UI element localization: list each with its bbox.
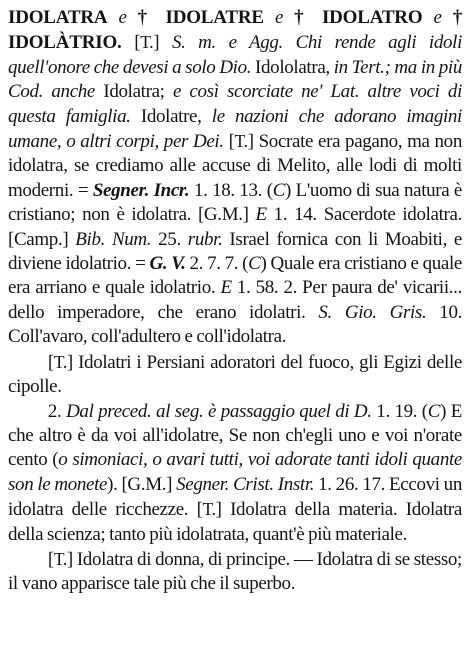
source-tag-t: T.	[234, 131, 248, 152]
example-text: ) E che altro è da voi all'idolatre, Se non ch'egli uno e voi n'orate cento (	[8, 400, 462, 471]
example-text: 10. Coll'avaro, coll'adultero e coll'idolatra.	[8, 301, 462, 348]
example-text: Israel fornica con li Moabiti, e diviene idolatrio. =	[8, 228, 462, 275]
conjunction: e	[263, 7, 295, 28]
example-text: ) Quale era cristiano e quale era arriano e quale idolatrio.	[8, 253, 462, 299]
entry-paragraph-main	[8, 6, 462, 350]
entry-paragraph-sense-2	[8, 400, 462, 547]
citation-author: Segner. Crist. Instr.	[176, 473, 315, 495]
conjunction: e	[422, 7, 453, 28]
citation-author: S. Gio. Gris.	[318, 301, 427, 323]
definition-text: Dal preced. al seg. è passaggio quel di D.	[66, 400, 372, 422]
bracket-open: [	[121, 32, 141, 54]
citation-rubr: rubr.	[187, 228, 223, 250]
example-text: ) L'uomo di sua natura è cristiano; non è idolatra. [G.M.]	[8, 179, 463, 226]
citation-ref: 1. 18. 13. (	[189, 179, 273, 201]
conjunction: e	[107, 7, 138, 28]
form-idololatra: Idololatra,	[251, 56, 334, 78]
entry-paragraph-donna	[8, 547, 462, 597]
citation-e: E	[220, 277, 232, 299]
citation-author: Segner. Incr.	[92, 179, 190, 201]
example-text: ] Idolatra di donna, di principe. — Idolatra di se stesso; il vano apparisce tale più che il superbo.	[8, 548, 462, 595]
example-text: ] Socrate era pagano, ma non idolatra, se crediamo alle accuse di Melito, alle lodi di molti moderni. =	[8, 131, 462, 201]
definition-text: S. m. e Agg. Chi rende agli idoli quell'onore che devesi a solo Dio.	[8, 32, 462, 78]
bracket-close: ]	[153, 32, 172, 54]
citation-ref: 25.	[151, 228, 188, 250]
example-text: 1. 14. Sacerdote idolatra. [Camp.]	[8, 204, 462, 250]
source-tag-t: T.	[202, 499, 216, 520]
source-tag-t: T.	[53, 548, 67, 569]
example-text: 1. 26. 17. Eccovi un idolatra delle ricchezze. [	[8, 473, 462, 521]
bracket-open: [	[47, 548, 54, 570]
example-text: ). [G.M.]	[107, 473, 177, 495]
example-text: ] Idolatri i Persiani adoratori del fuoco, gli Egizi delle cipolle.	[8, 351, 462, 398]
citation-author: Bib. Num.	[75, 228, 152, 250]
citation-c: C	[248, 253, 261, 275]
example-text: ] Idolatra della materia. Idolatra della scienza; tanto più idolatrata, quant'è più materiale.	[8, 499, 462, 545]
citation-ref: 1. 19. (	[371, 400, 428, 422]
note-text: e così scorciate ne' Lat. altre voci di questa famiglia.	[8, 81, 463, 127]
citation-e: E	[255, 204, 267, 226]
headword-idolatre: † IDOLATRE	[137, 7, 264, 28]
source-tag-t: T.	[53, 351, 67, 372]
source-tag-t: T.	[140, 32, 154, 53]
form-idolatre: Idolatre,	[130, 105, 212, 127]
note-text: in Tert.; ma in più Cod. anche	[8, 56, 463, 103]
citation-c: C	[272, 179, 286, 201]
citation-c: C	[427, 400, 441, 422]
headword-idolatra: IDOLATRA	[8, 7, 108, 28]
form-idolatra: Idolatra;	[95, 81, 173, 103]
gloss-text: o simoniaci, o avari tutti, voi adorate tanti idoli quante son le monete	[8, 449, 462, 495]
sense-number: 2.	[47, 400, 67, 422]
bracket-open: [	[47, 351, 54, 373]
note-text: le nazioni che adorano imagini umane, o altri corpi, per Dei.	[8, 105, 462, 153]
citation-ref: 2. 7. 7. (	[185, 253, 249, 275]
example-text: 1. 58. 2. Per paura de' vicarii... dello imperadore, che erano idolatri.	[8, 277, 462, 323]
citation-author: G. V.	[149, 253, 186, 275]
headword-idolatro: † IDOLATRO	[294, 7, 423, 28]
bracket-open: [	[223, 131, 235, 153]
headword-idolatrio: † IDOLÀTRIO.	[8, 7, 462, 54]
entry-paragraph-persiani	[8, 350, 462, 400]
